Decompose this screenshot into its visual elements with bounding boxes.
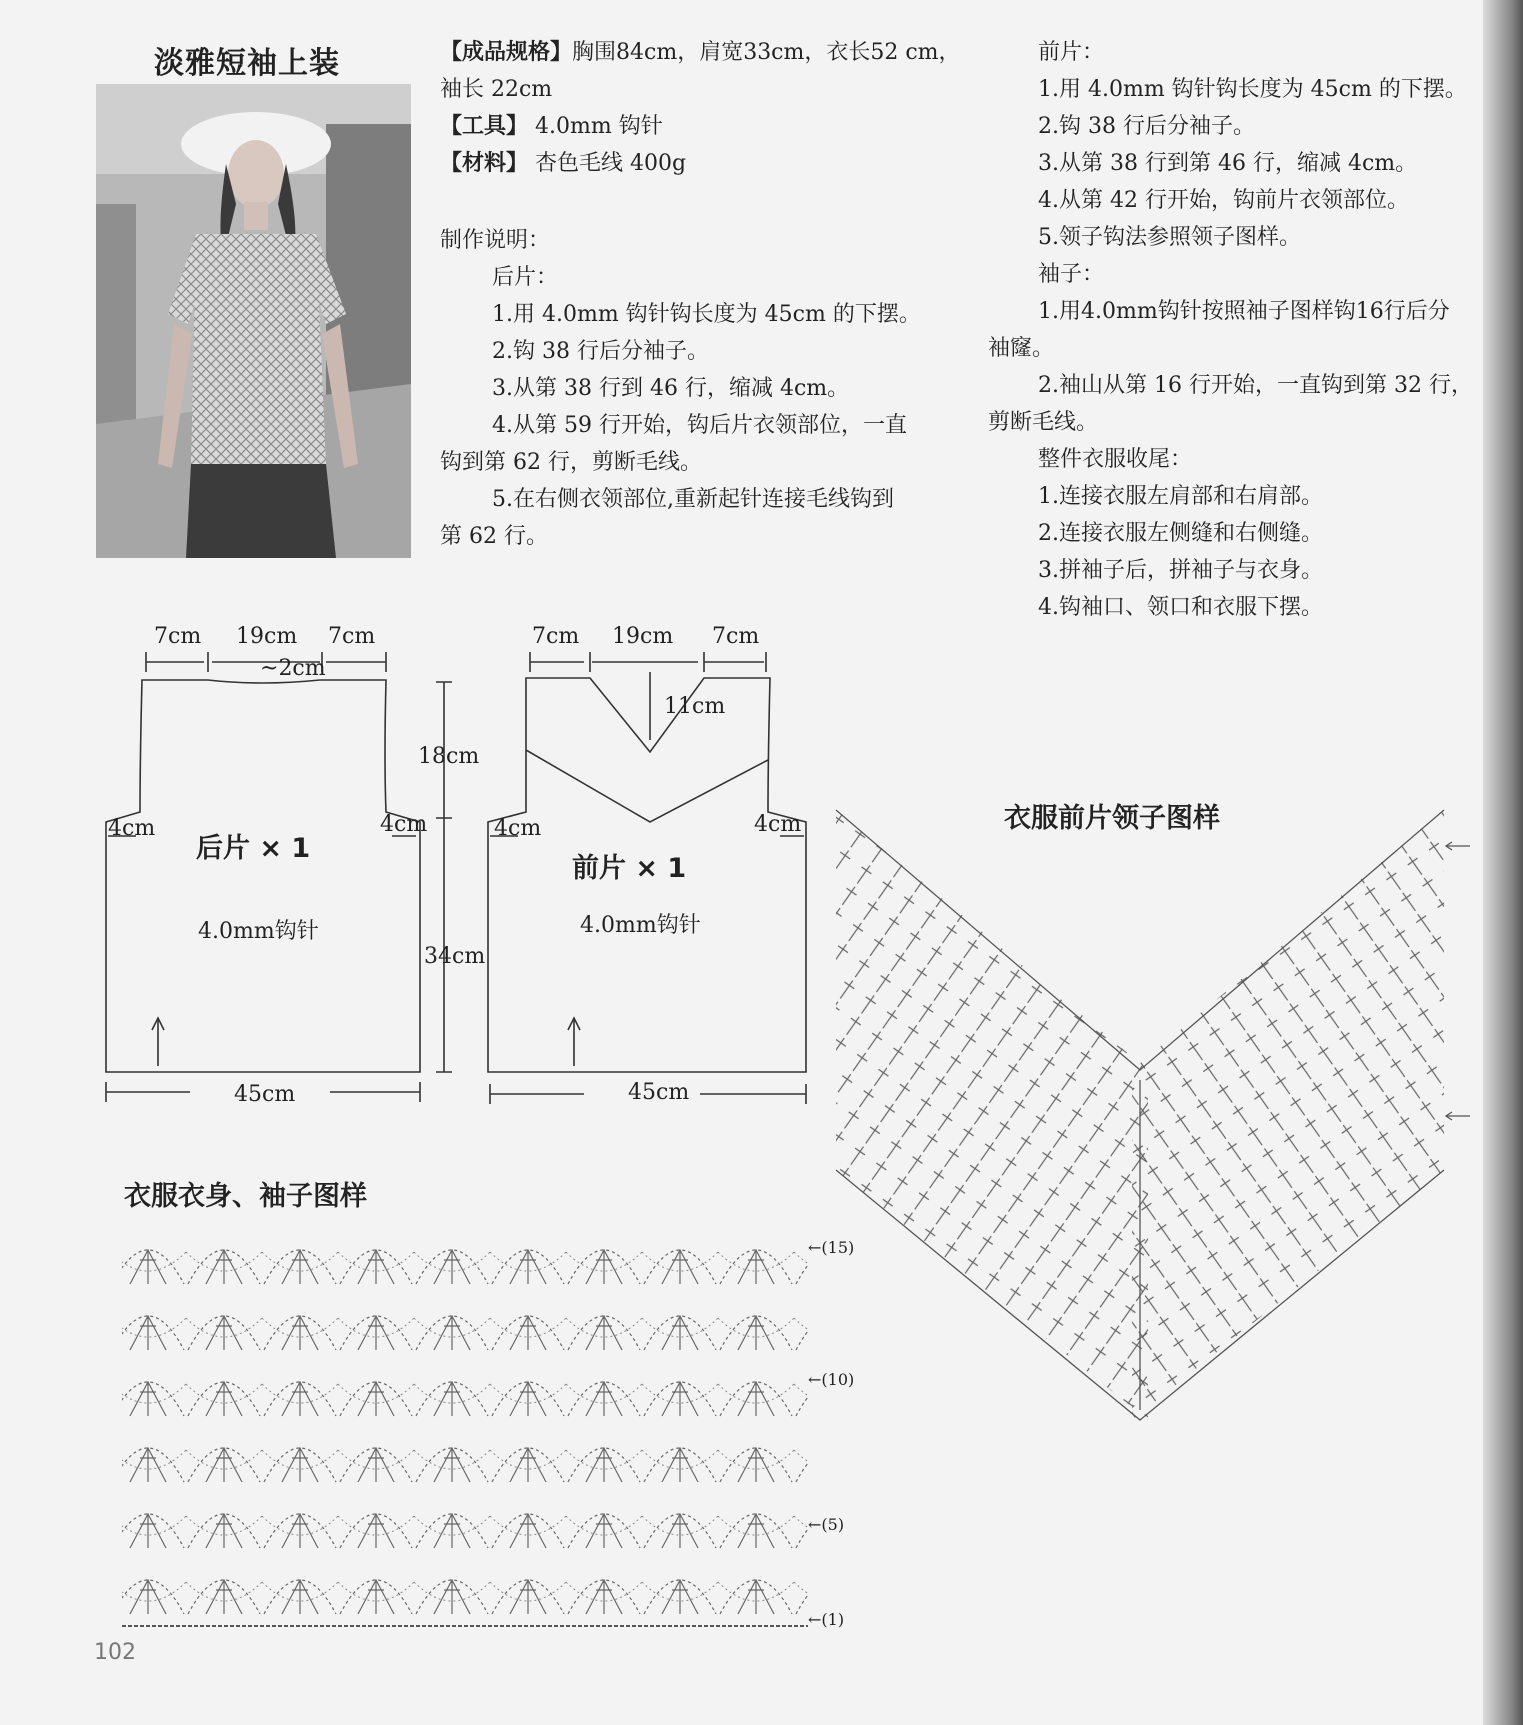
page-number: 102 [94,1640,136,1665]
back-dim-neck-drop-value: 2cm [278,656,326,681]
body-chart-title: 衣服衣身、袖子图样 [124,1181,367,1212]
back-dim-inset-left: 4cm [108,816,156,841]
front-dim-neck-depth: 11cm [664,694,726,719]
back-step: 4.从第 59 行开始，钩后片衣领部位，一直 [492,413,907,438]
back-step: 钩到第 62 行，剪断毛线。 [440,450,702,475]
tool-label: 【工具】 [440,114,529,139]
row-marker-5-value: 5 [827,1515,838,1534]
front-dim-width: 45cm [628,1080,690,1105]
front-dim-inset-left: 4cm [494,816,542,841]
back-step: 5.在右侧衣领部位,重新起针连接毛线钩到 [492,487,894,512]
back-dim-neck: 19cm [236,624,298,649]
front-step: 5.领子钩法参照领子图样。 [1038,225,1301,250]
front-dim-inset-right: 4cm [754,812,802,837]
row-marker-10: ←(10) [808,1370,855,1389]
tool-text: 4.0mm 钩针 [535,114,663,139]
material-label: 【材料】 [440,151,529,176]
size-text: 胸围84cm，肩宽33cm，衣长52 cm， [572,40,961,65]
finish-step: 2.连接衣服左侧缝和右侧缝。 [1038,521,1323,546]
size-line-2: 袖长 22cm [440,77,553,102]
sleeve-heading: 袖子： [1038,262,1105,287]
back-step: 第 62 行。 [440,524,548,549]
back-dim-inset-right: 4cm [380,812,428,837]
back-dim-armhole-height: 18cm [418,744,480,769]
collar-chart-title: 衣服前片领子图样 [1004,803,1220,834]
finish-step: 1.连接衣服左肩部和右肩部。 [1038,484,1323,509]
finish-heading: 整件衣服收尾： [1038,447,1193,472]
back-piece-label: 后片 × 1 [196,833,311,864]
material-text: 杏色毛线 400g [535,151,687,176]
body-chart [110,1220,930,1640]
back-step: 2.钩 38 行后分袖子。 [492,339,709,364]
front-piece-hook: 4.0mm钩针 [580,913,701,938]
size-label: 【成品规格】 [440,40,573,65]
back-dim-right-shoulder: 7cm [328,624,376,649]
page-title: 淡雅短袖上装 [154,46,340,81]
back-step: 1.用 4.0mm 钩针钩长度为 45cm 的下摆。 [492,302,921,327]
front-step: 1.用 4.0mm 钩针钩长度为 45cm 的下摆。 [1038,77,1467,102]
front-piece-label: 前片 × 1 [572,853,687,884]
row-marker-1: ←(1) [808,1610,845,1629]
front-dim-neck: 19cm [612,624,674,649]
row-marker-15: ←(15) [808,1238,855,1257]
sleeve-step: 2.袖山从第 16 行开始，一直钩到第 32 行， [1038,373,1473,398]
front-step: 3.从第 38 行到第 46 行，缩减 4cm。 [1038,151,1418,176]
back-dim-left-shoulder: 7cm [154,624,202,649]
row-marker-15-value: 15 [827,1238,849,1257]
front-dim-left-shoulder: 7cm [532,624,580,649]
sleeve-step: 剪断毛线。 [988,410,1099,435]
back-dim-body-height: 34cm [424,944,486,969]
back-heading: 后片： [492,265,559,290]
sleeve-step: 1.用4.0mm钩针按照袖子图样钩16行后分 [1038,299,1450,324]
back-piece-hook: 4.0mm钩针 [198,919,319,944]
front-heading: 前片： [1038,40,1105,65]
back-dim-neck-drop: ~2cm [260,656,326,681]
finish-step: 4.钩袖口、领口和衣服下摆。 [1038,595,1323,620]
front-step: 4.从第 42 行开始，钩前片衣领部位。 [1038,188,1409,213]
front-dim-right-shoulder: 7cm [712,624,760,649]
back-dim-width: 45cm [234,1082,296,1107]
book-spine-shadow [1483,0,1523,1725]
finish-step: 3.拼袖子后，拼袖子与衣身。 [1038,558,1323,583]
back-step: 3.从第 38 行到 46 行，缩减 4cm。 [492,376,850,401]
row-marker-10-value: 10 [827,1370,849,1389]
row-marker-5: ←(5) [808,1515,845,1534]
row-marker-1-value: 1 [827,1610,838,1629]
instructions-heading: 制作说明： [440,228,551,253]
front-step: 2.钩 38 行后分袖子。 [1038,114,1255,139]
sleeve-step: 袖窿。 [988,336,1055,361]
